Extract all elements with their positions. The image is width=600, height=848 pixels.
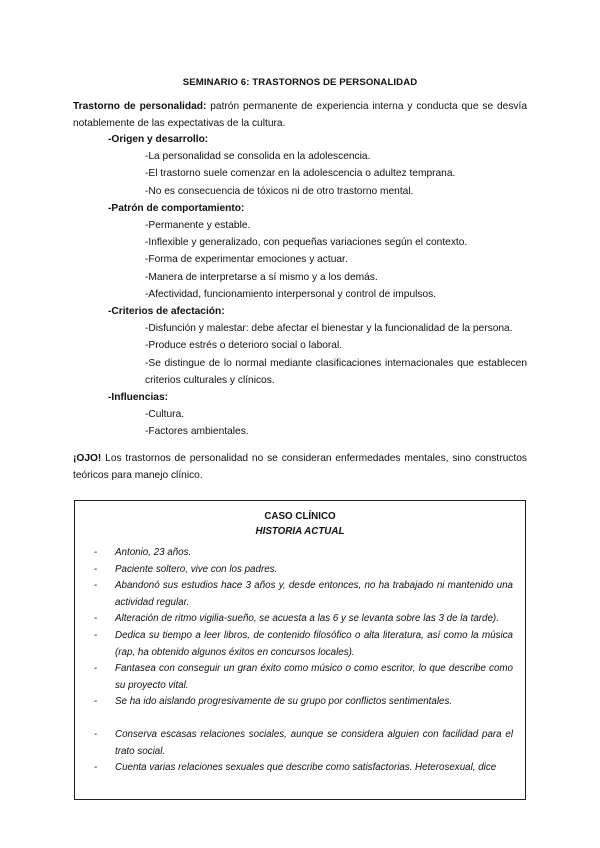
case-item-text: Paciente soltero, vive con los padres. <box>115 563 278 575</box>
note-label: ¡OJO! <box>73 453 102 464</box>
dash-bullet: - <box>94 547 98 558</box>
definition-paragraph <box>73 98 527 132</box>
section-item: -Produce estrés o deterioro social o laboral. <box>145 340 343 352</box>
section-item: -Permanente y estable. <box>145 219 251 231</box>
dash-bullet: - <box>94 629 98 641</box>
spacer <box>75 711 525 727</box>
dash-bullet: - <box>94 580 98 592</box>
case-list-item <box>75 760 525 777</box>
case-list-item <box>75 578 525 611</box>
section-item: -La personalidad se consolida en la adolescencia. <box>145 151 371 163</box>
definition-term: Trastorno de personalidad: <box>73 101 207 112</box>
section-item: -Disfunción y malestar: debe afectar el bienestar y la funcionalidad de la persona. <box>145 323 513 335</box>
section-item: -El trastorno suele comenzar en la adolescencia o adultez temprana. <box>145 168 456 180</box>
case-item-text: Abandonó sus estudios hace 3 años y, desde entonces, no ha trabajado ni mantenido una actividad regular. <box>115 580 513 608</box>
section-item: -Inflexible y generalizado, con pequeñas variaciones según el contexto. <box>145 237 468 249</box>
note-text: Los trastornos de personalidad no se consideran enfermedades mentales, sino constructos teóricos para manejo clínico. <box>73 453 527 482</box>
clinical-case-box <box>74 500 526 800</box>
dash-bullet: - <box>94 563 98 575</box>
dash-bullet: - <box>94 613 98 625</box>
section-item: -Manera de interpretarse a sí mismo y a los demás. <box>145 271 378 283</box>
case-list <box>75 545 525 777</box>
case-item-text: Se ha ido aislando progresivamente de su grupo por conflictos sentimentales. <box>115 696 453 708</box>
section-heading: -Origen y desarrollo: <box>108 134 209 145</box>
case-item-text: Dedica su tiempo a leer libros, de contenido filosófico o alta literatura, así como la música (rap, ha obtenido algunos éxitos en concursos locales). <box>115 629 513 658</box>
dash-bullet: - <box>94 762 98 774</box>
case-list-item <box>75 562 525 579</box>
case-item-text: Alteración de ritmo vigilia-sueño, se acuesta a las 6 y se levanta sobre las 3 de la tarde). <box>115 613 499 625</box>
case-list-item <box>75 545 525 562</box>
case-list-item <box>75 694 525 711</box>
outline <box>0 131 600 441</box>
case-list-item <box>75 628 525 661</box>
case-list-item <box>75 661 525 694</box>
dash-bullet: - <box>94 728 98 740</box>
case-item-text: Fantasea con conseguir un gran éxito como músico o como escritor, lo que describe como su proyecto vital. <box>115 663 513 691</box>
case-item-text: Cuenta varias relaciones sexuales que describe como satisfactorias. Heterosexual, dice <box>115 762 497 774</box>
section-item: -Cultura. <box>145 409 185 421</box>
section-item: -Forma de experimentar emociones y actuar. <box>145 254 348 266</box>
case-item-text: Conserva escasas relaciones sociales, aunque se considera alguien con facilidad para el trato social. <box>115 728 513 757</box>
case-item-text: Antonio, 23 años. <box>115 547 192 558</box>
case-list-item <box>75 611 525 628</box>
section-item: -Se distingue de lo normal mediante clasificaciones internacionales que establecen criterios culturales y clínicos. <box>145 357 527 386</box>
page-title: SEMINARIO 6: TRASTORNOS DE PERSONALIDAD <box>182 77 418 88</box>
section-heading: -Patrón de comportamiento: <box>108 202 245 214</box>
section-item: -Afectividad, funcionamiento interpersonal y control de impulsos. <box>145 288 437 300</box>
dash-bullet: - <box>94 696 98 708</box>
section-item: -Factores ambientales. <box>145 426 249 438</box>
dash-bullet: - <box>94 663 98 675</box>
case-title: CASO CLÍNICO <box>264 511 336 522</box>
section-heading: -Influencias: <box>108 392 169 403</box>
section-item: -No es consecuencia de tóxicos ni de otro trastorno mental. <box>145 185 414 197</box>
note-paragraph <box>73 450 527 484</box>
section-heading: -Criterios de afectación: <box>108 306 225 317</box>
case-subtitle: HISTORIA ACTUAL <box>255 526 345 537</box>
definition-text: patrón permanente de experiencia interna y conducta que se desvía notablemente de las expectativas de la cultura. <box>73 101 527 130</box>
case-list-item <box>75 727 525 760</box>
